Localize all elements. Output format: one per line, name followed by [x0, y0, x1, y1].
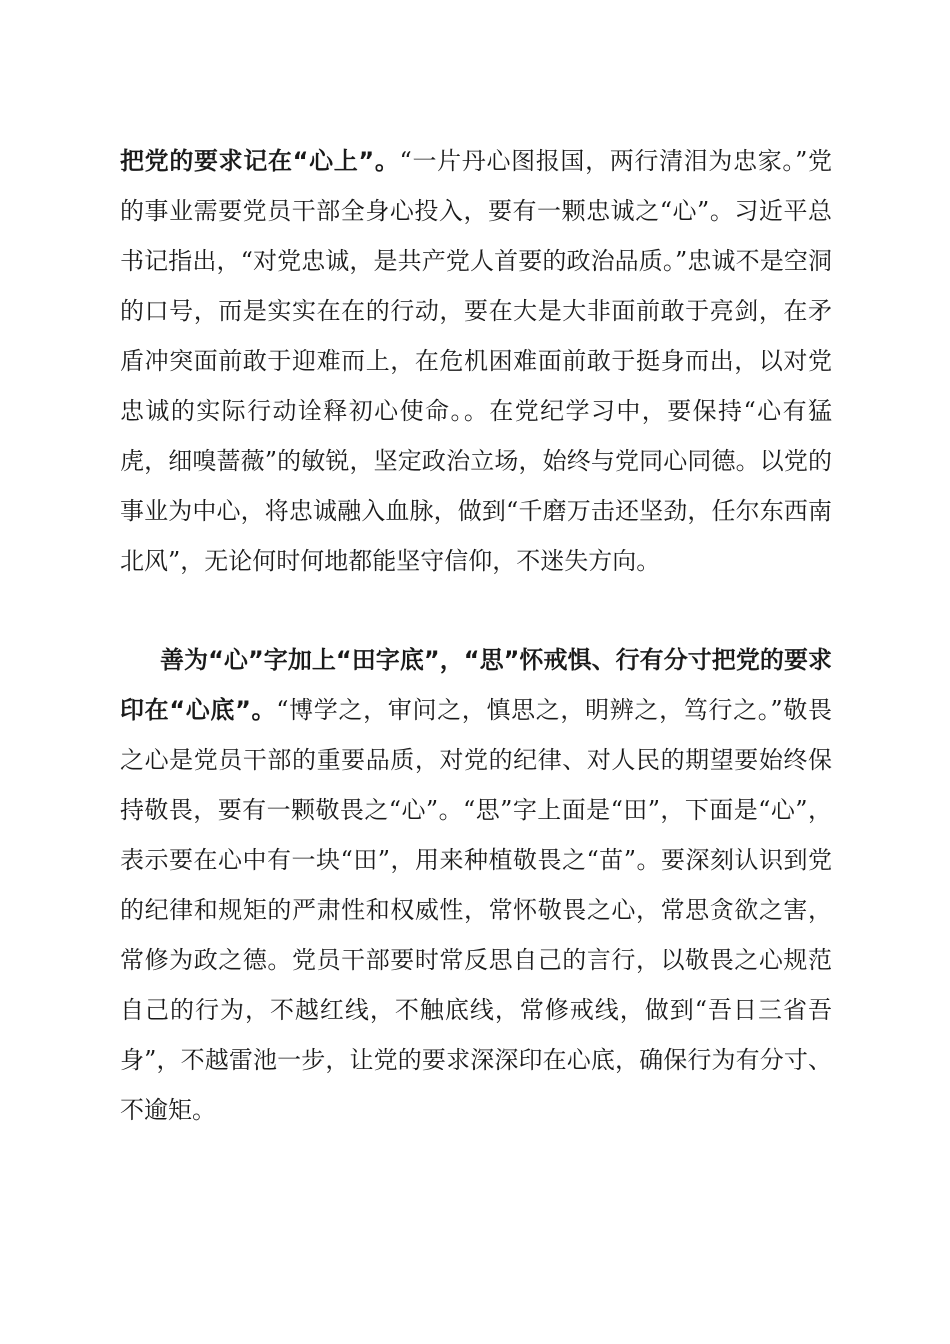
paragraph-heading: 把党的要求记在“心上”。: [120, 147, 400, 175]
paragraph-body: “博学之，审问之，慎思之，明辨之，笃行之。”敬畏之心是党员干部的重要品质，对党的纪律、对人民的期望要始终保持敬畏，要有一颗敬畏之“心”。“思”字上面是“田”，下面是“心”，表示要在心中有一块“田”，用来种植敬畏之“苗”。要深刻认识到党的纪律和规矩的严肃性和权威性，常怀敬畏之心，常思贪欲之害，常修为政之德。党员干部要时常反思自己的言行，以敬畏之心规范自己的行为，不越红线，不触底线，常修戒线，做到“吾日三省吾身”，不越雷池一步，让党的要求深深印在心底，确保行为有分寸、不逾矩。: [120, 696, 833, 1124]
text-block-1: [120, 136, 832, 586]
paragraph-heading: 善为“心”字加上“田字底”，“思”怀戒惧、行有分寸把党的要求印在“心底”。: [120, 646, 832, 724]
paragraph-reverence: [120, 635, 832, 1135]
paragraph-body: “一片丹心图报国，两行清泪为忠家。”党的事业需要党员干部全身心投入，要有一颗忠诚之“心”。习近平总书记指出，“对党忠诚，是共产党人首要的政治品质。”忠诚不是空洞的口号，而是实实在在的行动，要在大是大非面前敢于亮剑，在矛盾冲突面前敢于迎难而上，在危机困难面前敢于挺身而出，以对党忠诚的实际行动诠释初心使命。。在党纪学习中，要保持“心有猛虎，细嗅蔷薇”的敏锐，坚定政治立场，始终与党同心同德。以党的事业为中心，将忠诚融入血脉，做到“千磨万击还坚劲，任尔东西南北风”，无论何时何地都能坚守信仰，不迷失方向。: [120, 147, 832, 575]
paragraph-loyalty: [120, 136, 832, 586]
text-block-2: [120, 635, 832, 1135]
